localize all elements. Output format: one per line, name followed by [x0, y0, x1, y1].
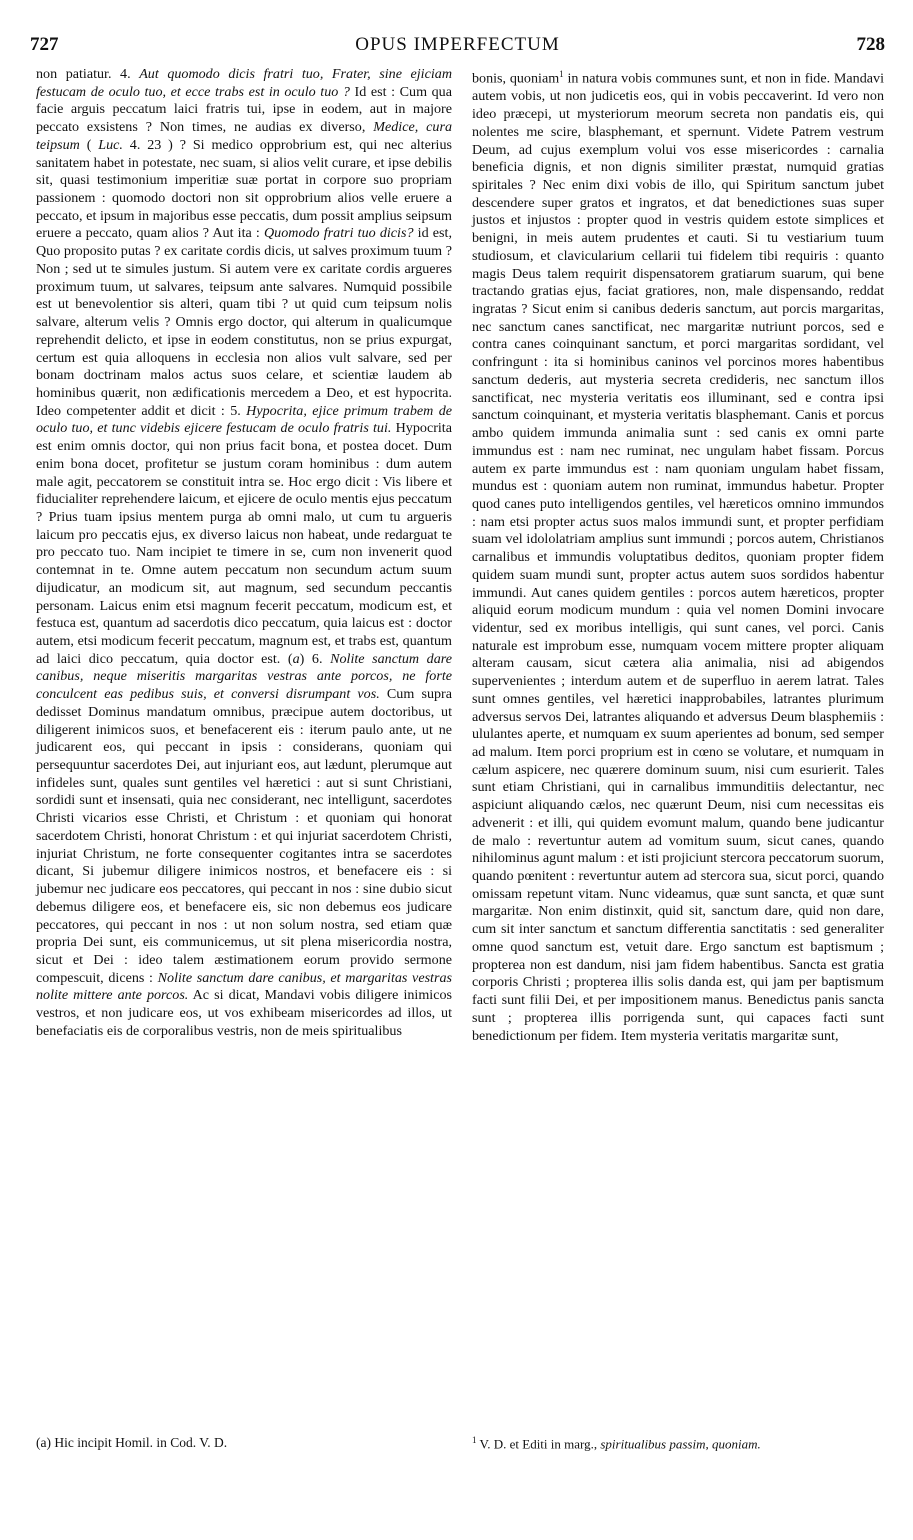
right-column-paragraph [472, 66, 884, 1045]
text-run: bonis, quoniam [472, 70, 560, 87]
text-run: ( [79, 136, 99, 153]
text-run: Cum supra dedisset Dominus mandatum omnibus, præcipue autem doctoribus, ut diligerent inimicos suos, et benefacerent eis : iterum paulo ante, ut ne judicarent eos, qui peccant in ipsis : considerans, quoniam qui persequuntur sacerdotes Dei, aut injuriant eos, aut lædunt, plerumque aut infideles sunt, quales sunt gentiles vel hæretici : aut si sunt Christiani, sordidi sunt et insensati, quia nec considerant, nec intelligunt, sacerdotes Christi vicarios esse Christi, et Christum : et quoniam qui honorat sacerdotem Christi, honorat Christum : et qui injuriat sacerdotem Christi, injuriat Christum, ne forte consequenter cogitantes intra se sacerdotes dicant, Si jubemur diligere inimicos nostros, et benefacere eis : si jubemur nec judicare eos peccatores, qui peccant in nos : sine dubio sicut debemus diligere eos, et benefacere eis, sic non debemus eos judicare peccatores, qui peccant in nos : ut non solum nostra, sed etiam quæ propria Dei sunt, eis communicemus, ut sit plena misericordia nostra, sicut et Dei : ideo talem æstimationem eorum provido sermone compescuit, dicens : [36, 686, 453, 986]
text-run: Ac si dicat, Mandavi vobis diligere inimicos vestros, et non judicare eos, ut vos exhibeam misericordes ad illos, ut benefaciatis eis de corporalibus vestris, non de meis spiritualibus [36, 987, 452, 1039]
footnote-left [36, 1435, 452, 1451]
left-column-paragraph [36, 66, 452, 1041]
footnote-right-italic: spiritualibus passim, quoniam. [600, 1436, 761, 1452]
scripture-quote: Nolite sanctum dare canibus, neque miseritis margaritas vestras ante porcos, ne forte conculcent eas pedibus suis, et conversi disrumpant vos. [36, 650, 452, 703]
text-run: Id est : Cum qua facie arguis peccatum laici fratris tui, ipse in eodem, aut in majore peccato exsistens ? Non times, ne audias ex diverso, [36, 83, 452, 136]
citation-book: Luc. [98, 136, 123, 153]
text-run: id est, Quo proposito putas ? ex caritate cordis dicis, ut salves proximum tuum ? Non ; sed ut te simules justum. Si autem vere ex caritate cordis argueres proximum tuum, ut salvares, teipsum ante salvares. Numquid possibile est ut benevolentior sis alteri, quam tibi ? ut quid cum teipsum nolis salvare, alterum velis ? Omnis ergo doctor, qui alterum in qualicumque reprehendit delicto, et ipse in eodem constitutus, non se prius expurgat, certum est quia alloquens in ecclesia non alios vult salvare, sed per bonam doctrinam malos actus suos celare, et scientiæ laudem ab hominibus quærit, non ædificationis mercedem a Deo, et est hypocrita. Ideo competenter addit et dicit : 5. [36, 225, 452, 419]
running-title: OPUS IMPERFECTUM [355, 34, 560, 55]
footnote-ref-1: 1 [559, 69, 564, 79]
footnote-right-text: V. D. et Editi in marg., [476, 1436, 601, 1452]
text-run: ) 6. [299, 650, 331, 667]
scripture-quote: Nolite sanctum dare canibus, et margaritas vestras nolite mittere ante porcos. [36, 969, 452, 1004]
text-run: Hypocrita est enim omnis doctor, qui non prius facit bona, et postea docet. Dum enim bona docet, profitetur se justum coram hominibus : dum autem male agit, peccatorem se constituit intra se. Hoc ergo dicit : Vis libere et fiducialiter reprehendere laicum, et ejicere de oculo mentis ejus peccatum ? Prius tuam ipsius mentem purga ab omni malo, ut cum tu argueris laicum pro peccatis ejus, ex diverso laicus non habeat, unde redarguat te pro peccato tuo. Nam incipiet te timere in se, cum non invenerit quod contemnat in te. Omne autem peccatum non secundum actum suum dijudicatur, an modicum sit, aut magnum, sed secundum peccantis personam. Laicus enim etsi magnum fecerit peccatum, modicum est, et festuca est, quantum ad sacerdotis dico peccatum, quia laicus est : doctor autem, etsi modicum fecerit peccatum, magnum est, et trabs est, quantum ad laici dico peccatum, quia doctor est. ( [36, 420, 452, 667]
footnote-right [472, 1432, 884, 1452]
footnote-right-mark: 1 [472, 1435, 477, 1445]
footnote-left-text: (a) Hic incipit Homil. in Cod. V. D. [36, 1435, 228, 1450]
right-column [472, 66, 884, 1045]
page-number-right: 728 [856, 34, 885, 55]
scripture-quote: Hypocrita, ejice primum trabem de oculo tuo, et tunc videbis ejicere festucam de oculo fratris tui. [36, 402, 452, 437]
text-run: 4. 23 ) ? Si medico opprobrium est, qui nec alterius sanitatem habet in potestate, nec suam, si alios velit curare, et ipse debilis sit, quasi testimonium imperitiæ suæ portat in corpore suo propriam passionem : quomodo doctori non sit opprobrium alios velle eruere a peccato, et ipsum in majoribus esse peccatis, dum possit amplius seipsum eruere a peccato, quam alios ? Aut ita : [36, 136, 452, 242]
page-number-left: 727 [30, 34, 59, 55]
scripture-quote: Quomodo fratri tuo dicis? [264, 225, 414, 242]
text-run: non patiatur. 4. [36, 66, 140, 82]
left-column [36, 66, 452, 1041]
text-run: in natura vobis communes sunt, et non in fide. Mandavi autem vobis, ut non judicetis eos, qui in vobis peccaverint. Id vero non ideo præcepi, ut mysteriorum meorum secreta non pandatis eis, qui nolentes me scire, blasphemant, et spernunt. Videte Patrem vestrum Deum, ad cujus exemplum volui vos esse misericordes : carnalia beneficia dignis, et non dignis similiter præstat, numquid gratias spiritales ? Nec enim dixi vobis de illo, qui Spiritum sanctum jubet descendere super gratos et ingratos, et dat benedictiones suas super justos et injustos : propter quod in vestris quidem estote simplices et benigni, in meis autem prudentes et cauti. Si tu vestiarium tuum studiosum, et clavicularium cellarii tui fidelem tibi requiris : quanto magis Deus talem requirit dispensatorem gratiarum suarum, qui bene tractando gratias ejus, faciat gratiores, non, male dispensando, reddat ingratas ? Sicut enim si canibus dederis sanctum, aut porcis margaritas, nec sanctum canes sanctificat, nec margaritæ nutriunt porcos, sed e contra canes coinquinant sanctum, et porci margaritas sordidant, vel confringunt : ita si hominibus caninos vel porcinos mores habentibus sanctum dederis, aut mysteria secreta credideris, nec sanctum illos sanctificat, nec mysteria veritatis eos illuminant, sed e contra ipsi sanctum coinquinant, et mysteria veritatis blasphemant. Canis et porcus ambo quidem immunda animalia sunt : sed canis ex omni parte immundus est : nam nec ruminat, nec ungulam habet fissam. Porcus autem ex parte immundus est : nam quoniam ungulam habet fissam, mundus est : quoniam autem non ruminat, immundus habetur. Propter quod canes puto intelligendos gentiles, vel hæreticos omnino immundos : nam etsi propter actus suos malos immundi sunt, et propter perfidiam suam vel idololatriam amplius sunt immundi ; porcos autem, Christianos carnalibus et immundis voluptatibus deditos, quoniam propter fidem quidem suam mundi sunt, propter actus autem suos sordidos habentur immundi. Aut canes quidem gentiles : porcos autem hæreticos, propter aliquid eorum modicum mundum : quia vel nomen Domini invocare videntur, sed ex moribus intelligis, qui sunt canes, vel porci. Canis naturale est improbum esse, numquam vocem mittere propter aliquam alteram causam, sicut cætera alia animalia, nisi ad abigendos supervenientes ; interdum autem et de superfluo in aerem latrat. Tales sunt omnes gentiles, vel hæretici inapprobabiles, latrantes plurimum adversus servos Dei, latrantes aliquando et adversus Deum blasphemiis : ululantes aperte, et numquam ex suum aperientes ad bonum, sed semper ad malum. Item porci proprium est in cœno se volutare, et numquam in cælum aspicere, nec quærere dominum suum, nisi cum esurierit. Tales sunt etiam Christiani, qui in carnalibus immunditiis delectantur, nec aspiciunt aliquando cælos, nec quærunt Deum, nisi cum necessitas eis advenerit : et illi, qui quidem evomunt malum, quando bene judicantur de malo : revertuntur autem ad vomitum suum, sicut canes, quando nihilominus agunt malum : et isti projiciunt stercora peccatorum suorum, quando pœnitent : revertuntur autem ad stercora sua, sicut porci, quando omissam repetunt vitam. Nunc videamus, quæ sunt sancta, et quæ sunt margaritæ. Non enim distinxit, quid sit, sanctum dare, quid non dare, cum sit inter sanctum et sanctum differentia sanctitatis : sed generaliter omne quod sanctum est, vetuit dare. Ergo sanctum est baptismum ; propterea non est dandum, nisi jam fidem habentibus. Sancta est gratia corporis Christi ; propterea illis solis danda est, qui jam per baptismum facti sunt filii Dei, et per impositionem manus. Benedictus panis sancta sunt ; propterea illis porrigenda sunt, qui capaces facti sunt benedictionum per fidem. Item mysteria veritatis margaritæ sunt, [472, 70, 884, 1044]
page-header [30, 34, 885, 58]
footnote-ref-a: a [292, 650, 300, 667]
scripture-quote: Aut quomodo dicis fratri tuo, Frater, sine ejiciam festucam de oculo tuo, et ecce trabs est in oculo tuo ? [36, 66, 452, 100]
scripture-quote: Medice, cura teipsum [36, 119, 452, 153]
